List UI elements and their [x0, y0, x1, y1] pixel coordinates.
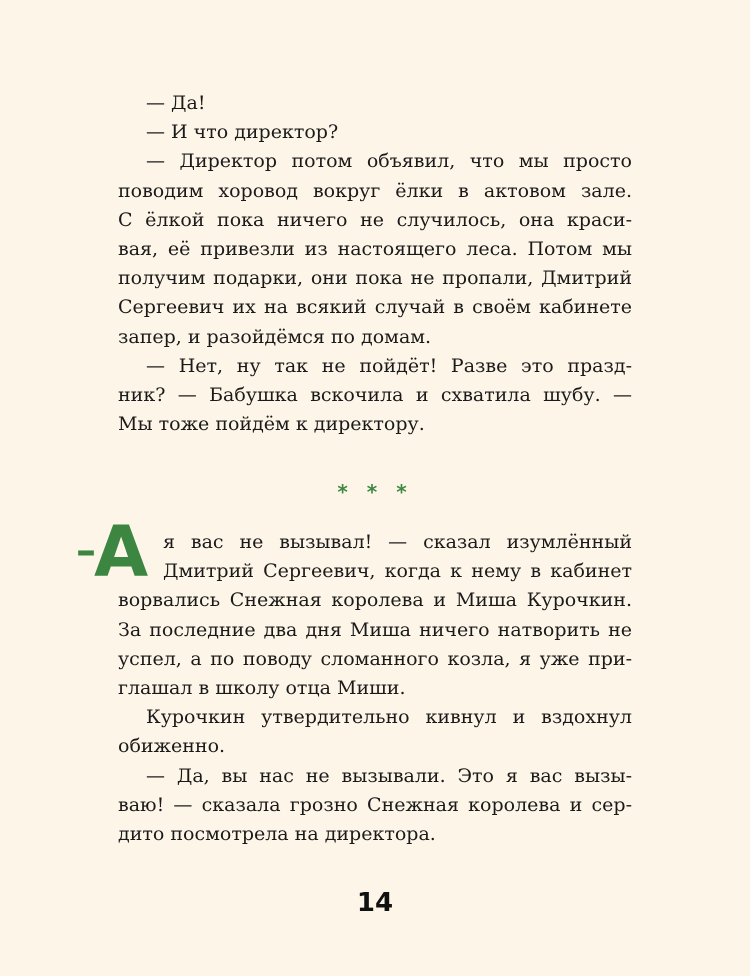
text-line: — Да!	[146, 92, 206, 114]
text-line: Мы тоже пойдём к директору.	[118, 413, 425, 436]
drop-cap-dash: –	[76, 528, 96, 574]
text-line: я вас не вызывал! — сказал изумлённый	[163, 531, 632, 553]
text-line: ник? — Бабушка вскочила и схватила шубу. —	[118, 383, 632, 406]
text-line: вая, её привезли из настоящего леса. Потом мы	[118, 237, 632, 260]
text-line: С ёлкой пока ничего не случилось, она краси-	[118, 208, 632, 231]
text-line: ваю! — сказала грозно Снежная королева и сер-	[118, 793, 632, 816]
text-line: За последние два дня Миша ничего натворить не	[118, 618, 632, 641]
text-line: глашал в школу отца Миши.	[118, 676, 406, 699]
text-line: — Да, вы нас не вызывали. Это я вас вызы-	[146, 764, 632, 787]
text-line: ворвались Снежная королева и Миша Курочкин.	[118, 589, 632, 612]
text-line: — И что директор?	[146, 121, 339, 144]
text-line: успел, а по поводу сломанного козла, я уже при-	[118, 647, 632, 670]
text-line: Курочкин утвердительно кивнул и вздохнул	[146, 706, 632, 729]
text-line: — Нет, ну так не пойдёт! Разве это празд-	[146, 354, 632, 377]
drop-cap-letter: А	[94, 511, 149, 593]
page-number: 14	[356, 888, 394, 918]
text-line: Дмитрий Сергеевич, когда к нему в кабинет	[163, 560, 632, 583]
section-separator: * * *	[337, 480, 413, 504]
text-line: запер, и разойдёмся по домам.	[118, 325, 432, 348]
text-line: Сергеевич их на всякий случай в своём кабинете	[118, 296, 632, 319]
text-line: поводим хоровод вокруг ёлки в актовом зале.	[118, 179, 632, 202]
text-line: получим подарки, они пока не пропали, Дмитрий	[118, 267, 632, 290]
text-block-dialogue	[118, 89, 632, 439]
text-line: дито посмотрела на директора.	[118, 822, 436, 845]
text-line: — Директор потом объявил, что мы просто	[146, 150, 632, 173]
text-line: обиженно.	[118, 735, 226, 758]
text-block-chapter	[118, 528, 632, 849]
